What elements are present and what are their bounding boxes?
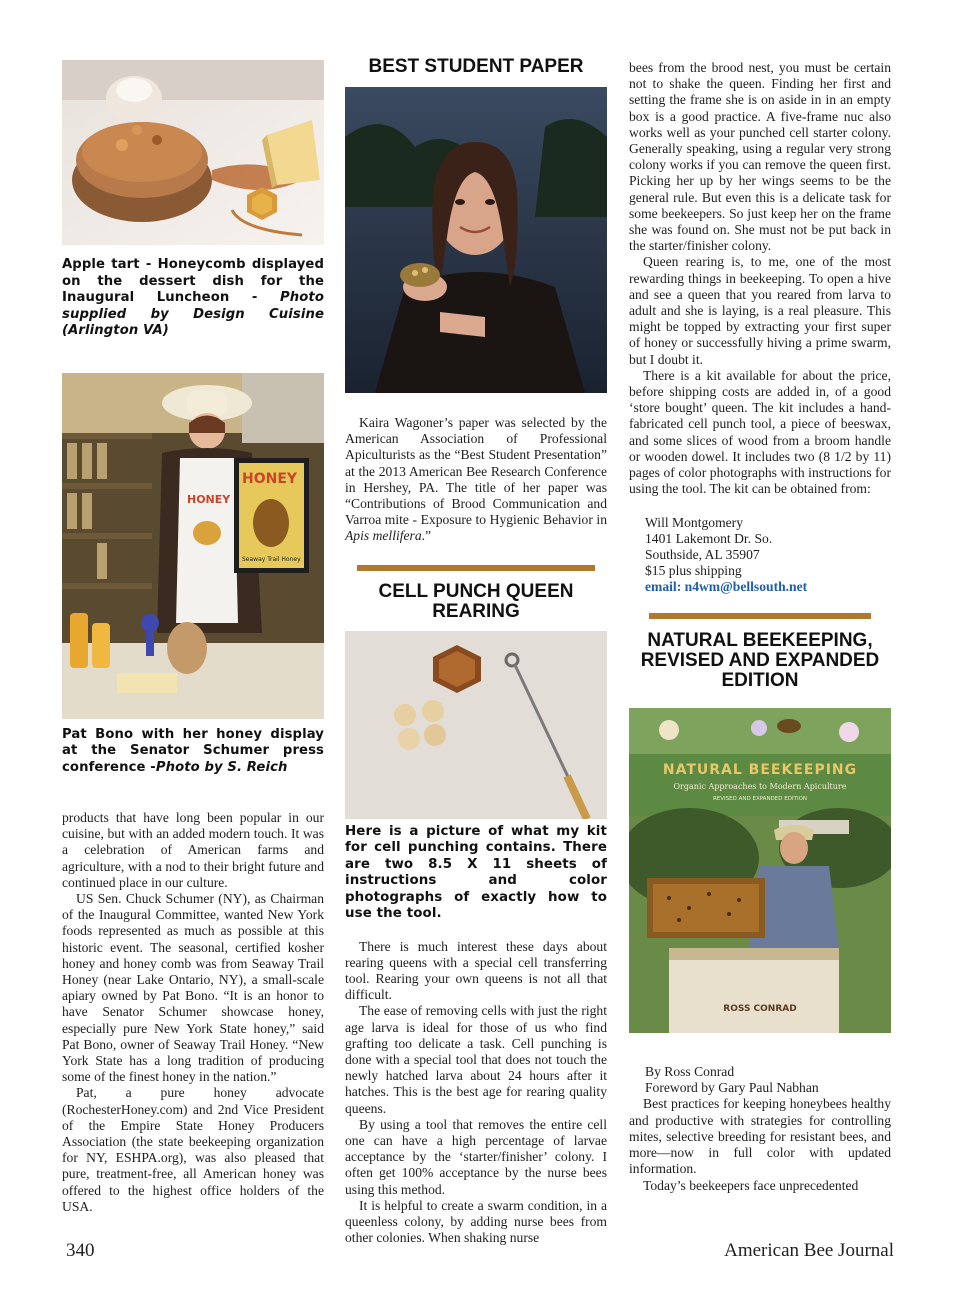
book-description xyxy=(629,1096,891,1193)
kit-contact-address xyxy=(629,515,891,595)
apple-tart-illustration xyxy=(62,60,324,245)
section-divider xyxy=(357,565,595,571)
queen-rearing-paragraph: bees from the brood nest, you must be certain not to shake the queen. Finding her first and setting the frame she is on aside in in an empty box is a good practice. A five-frame nuc also works well as your punched cell starter colony. Generally speaking, using a regular very strong colony works if you can remove the queen first. Picking her up by her wings seems to be the general rule. But even this is a delicate task for some beekeepers. So just keep her on the frame she was found on. She must not be put back in the starter/finisher colony. xyxy=(629,60,891,254)
book-byline: By Ross Conrad xyxy=(645,1064,735,1080)
apple-tart-caption: Apple tart - Honeycomb displayed on the dessert dish for the Inaugural Luncheon - Photo supplied by Design Cuisine (Arlington VA) xyxy=(62,257,324,338)
book-foreword: Foreword by Gary Paul Nabhan xyxy=(645,1080,819,1096)
col1-paragraph: US Sen. Chuck Schumer (NY), as Chairman of the Inaugural Committee, wanted New York foods represented as much as possible at this historic event. The seasonal, certified kosher honey and honey comb was from Seaway Trail Honey (near Lake Ontario, NY), a small-scale apiary owned by Pat Bono. “It is an honor to have Senator Schumer showcase honey, especially pure New York State honey,” said Pat Bono, owner of Seaway Trail Honey. “New York State has a long tradition of producing some of the finest honey in the nation.” xyxy=(62,891,324,1085)
best-student-paper-heading: BEST STUDENT PAPER xyxy=(368,56,584,77)
contact-price: $15 plus shipping xyxy=(645,563,742,579)
book-paragraph: Best practices for keeping honeybees healthy and productive with strategies for controlling mites, selective breeding for resistant bees, and more—now in full color with updated information. xyxy=(629,1096,891,1177)
contact-city: Southside, AL 35907 xyxy=(645,547,760,563)
cell-punch-caption: Here is a picture of what my kit for cell punching contains. There are two 8.5 X 11 sheets of instructions and color photographs of exactly how to use the tool. xyxy=(345,823,607,922)
book-edition-text: REVISED AND EXPANDED EDITION xyxy=(712,796,808,803)
student-portrait-illustration xyxy=(345,87,607,393)
poster-sub-text: Seaway Trail Honey xyxy=(242,555,301,563)
book-cover-image xyxy=(629,708,891,1033)
book-credits xyxy=(629,1064,891,1096)
cell-punch-paragraph: By using a tool that removes the entire cell one can have a high percentage of larvae acceptance by the ‘starter/finisher’ colony. I often get 100% acceptance by the nurse bees using this method. xyxy=(345,1116,607,1197)
queen-rearing-paragraph: Queen rearing is, to me, one of the most rewarding things in beekeeping. To open a hive and see a queen that you reared from larva to adult and she is laying, is a real pleasure. This might be topped by extracting your first super of honey or successfully hiving a prime swarm, but I doubt it. xyxy=(629,254,891,367)
honey-display-illustration xyxy=(62,373,324,719)
col1-paragraph: Pat, a pure honey advocate (RochesterHoney.com) and 2nd Vice President of the Empire State Honey Producers Association (the state beekeeping organization for NY, ESHPA.org), was also pleased that pure, treatment-free, all American honey was offered to the highest office holders of the USA. xyxy=(62,1085,324,1214)
contact-email-link[interactable]: email: n4wm@bellsouth.net xyxy=(645,579,808,595)
pat-bono-caption: Pat Bono with her honey display at the Senator Schumer press conference -Photo by S. Reich xyxy=(62,726,324,775)
queen-rearing-paragraph: There is a kit available for about the price, before shipping costs are added in, of a good ‘store bought’ queen. The kit includes a hand-fabricated cell punch tool, a piece of beeswax, and some slices of wood from a broom handle or wooden dowel. It includes two (8 1/2 by 11) pages of color photographs with instructions for using the tool. The kit can be obtained from: xyxy=(629,367,891,497)
contact-name: Will Montgomery xyxy=(645,515,743,531)
apple-tart-photo xyxy=(62,60,324,245)
pat-bono-photo xyxy=(62,373,324,719)
page-number: 340 xyxy=(66,1240,95,1261)
cell-punch-text xyxy=(345,939,607,1247)
section-divider xyxy=(649,613,871,619)
book-cover-illustration xyxy=(629,708,891,1033)
col1-paragraph: products that have long been popular in our cuisine, but with an added modern touch. It was a celebration of American farms and agriculture, with a nod to their bright future and continued place in our culture. xyxy=(62,810,324,890)
cell-punch-paragraph: It is helpful to create a swarm condition, in a queenless colony, by adding nurse bees from other colonies. When shaking nurse xyxy=(345,1197,607,1246)
cell-punch-kit-photo xyxy=(345,631,607,819)
book-title-text: NATURAL BEEKEEPING xyxy=(662,762,858,779)
column-right xyxy=(629,60,891,1194)
cell-punch-heading: CELL PUNCH QUEEN REARING xyxy=(378,580,574,622)
contact-street: 1401 Lakemont Dr. So. xyxy=(645,531,773,547)
book-author-text: ROSS CONRAD xyxy=(723,1004,797,1015)
journal-name: American Bee Journal xyxy=(724,1240,894,1261)
apron-honey-text: HONEY xyxy=(187,492,231,506)
column-left xyxy=(62,60,324,1215)
column-middle xyxy=(345,56,607,1246)
queen-rearing-text xyxy=(629,60,891,497)
book-subtitle-text: Organic Approaches to Modern Apiculture xyxy=(673,782,847,792)
poster-honey-text: HONEY xyxy=(242,470,298,487)
kaira-wagoner-photo xyxy=(345,87,607,393)
cell-punch-paragraph: There is much interest these days about rearing queens with a special cell transferring tool. Rearing your own queens is not all that difficult. xyxy=(345,938,607,1003)
book-paragraph: Today’s beekeepers face unprecedented xyxy=(643,1177,859,1193)
best-student-paper-text xyxy=(345,415,607,545)
col1-article-text xyxy=(62,810,324,1215)
natural-beekeeping-heading: NATURAL BEEKEEPING, REVISED AND EXPANDED EDITION xyxy=(640,630,880,692)
cell-punch-kit-illustration xyxy=(345,631,607,819)
cell-punch-paragraph: The ease of removing cells with just the right age larva is ideal for those of us who find grafting too delicate a task. Cell punching is done with a special tool that does not touch the newly hatched larva about 24 hours after it hatches. This is the best age for rearing quality queens. xyxy=(345,1003,607,1116)
best-student-paper-paragraph: Kaira Wagoner’s paper was selected by the American Association of Professional Apiculturists as the “Best Student Presentation” at the 2013 American Bee Research Conference in Hershey, PA. The title of her paper was “Contributions of Brood Communication and Varroa mite - Exposure to Hygienic Behavior in Apis mellifera.” xyxy=(345,415,607,544)
